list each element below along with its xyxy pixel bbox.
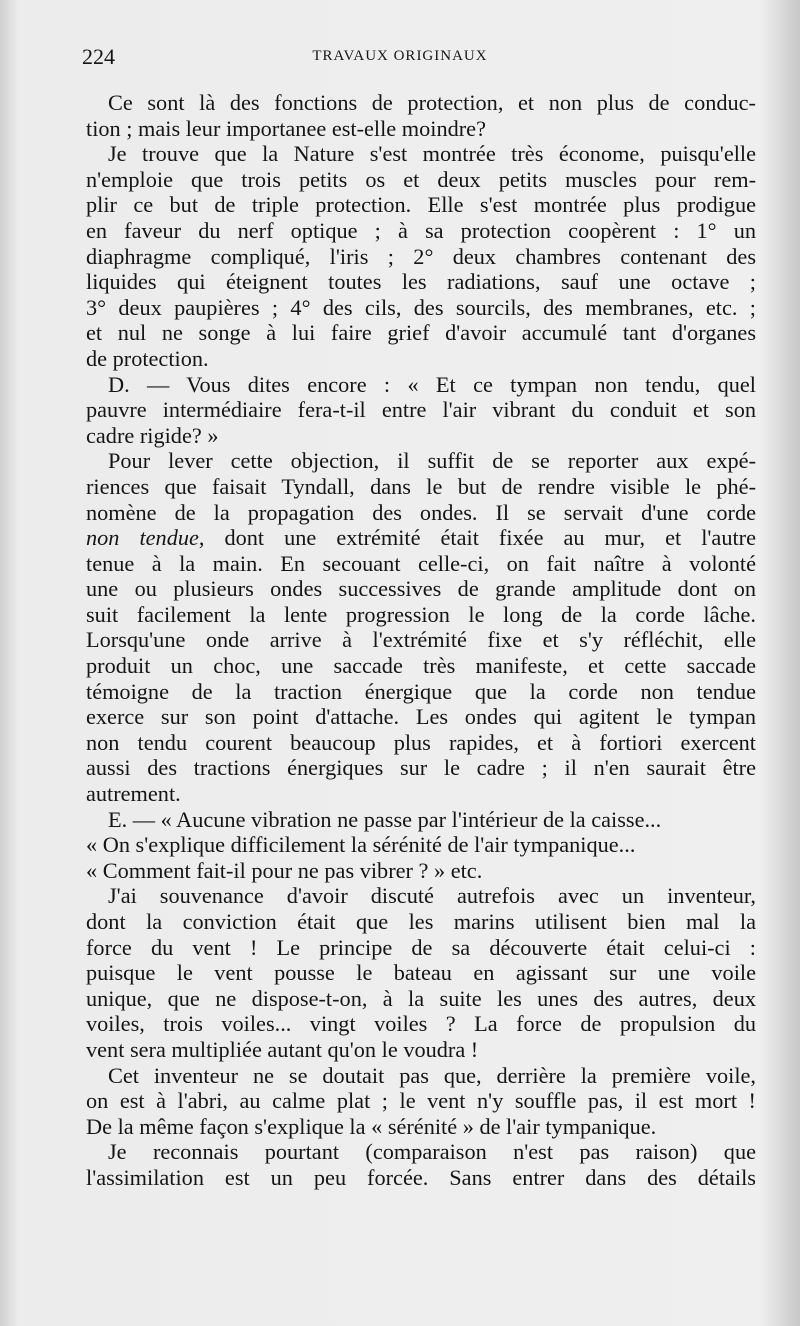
text-line: autrement. (86, 781, 181, 807)
text-line: l'assimilation est un peu forcée. Sans entrer dans des détails (86, 1164, 756, 1190)
line-remainder: , dont une extrémité était fixée au mur, et l'autre (198, 525, 756, 551)
text-line: dont la conviction était que les marins utilisent bien mal la (86, 909, 756, 934)
text-line: aussi des tractions énergiques sur le cadre ; il n'en saurait être (86, 755, 756, 781)
body-text (86, 90, 756, 1191)
text-line: E. — « Aucune vibration ne passe par l'intérieur de la caisse... (108, 806, 662, 832)
text-line: de protection. (86, 345, 209, 371)
text-line: riences que faisait Tyndall, dans le but de rendre visible le phé- (86, 473, 756, 499)
italic-phrase: non tendue (86, 525, 199, 551)
text-line: Cet inventeur ne se doutait pas que, derrière la première voile, (108, 1062, 756, 1088)
text-line: vent sera multipliée autant qu'on le voudra ! (86, 1036, 479, 1062)
text-line: Je reconnais pourtant (comparaison n'est pas raison) que (108, 1139, 756, 1165)
text-line: non tendu courent beaucoup plus rapides, et à fortiori exercent (86, 729, 756, 755)
text-line: cadre rigide? » (86, 422, 219, 448)
text-line: n'emploie que trois petits os et deux petits muscles pour rem- (86, 166, 756, 192)
text-line: voiles, trois voiles... vingt voiles ? La force de propulsion du (86, 1011, 756, 1037)
text-line: pauvre intermédiaire fera-t-il entre l'air vibrant du conduit et son (86, 397, 756, 423)
text-line: tion ; mais leur importanee est-elle moindre? (86, 115, 486, 141)
text-line: force du vent ! Le principe de sa découverte était celui-ci : (86, 934, 756, 960)
text-line: en faveur du nerf optique ; à sa protection coopèrent : 1° un (86, 217, 756, 243)
text-line: tenue à la main. En secouant celle-ci, on fait naître à volonté (86, 550, 756, 576)
text-line: 3° deux paupières ; 4° des cils, des sourcils, des membranes, etc. ; (86, 294, 756, 320)
text-line: plir ce but de triple protection. Elle s'est montrée plus prodigue (86, 192, 756, 218)
text-line: puisque le vent pousse le bateau en agissant sur une voile (86, 960, 756, 986)
text-line: « On s'explique difficilement la sérénité de l'air tympanique... (86, 832, 636, 858)
page-header (0, 44, 800, 74)
text-line: De la même façon s'explique la « sérénité » de l'air tympanique. (86, 1113, 657, 1139)
text-line: témoigne de la traction énergique que la corde non tendue (86, 678, 756, 704)
text-line: D. — Vous dites encore : « Et ce tympan non tendu, quel (108, 371, 756, 397)
text-line: diaphragme compliqué, l'iris ; 2° deux chambres contenant des (86, 243, 756, 269)
text-line: exerce sur son point d'attache. Les ondes qui agitent le tympan (86, 704, 756, 730)
text-line: unique, que ne dispose-t-on, à la suite les unes des autres, deux (86, 985, 756, 1011)
text-line: nomène de la propagation des ondes. Il se servait d'une corde (86, 499, 756, 525)
text-line: J'ai souvenance d'avoir discuté autrefois avec un inventeur, (108, 883, 756, 909)
text-line: une ou plusieurs ondes successives de grande amplitude dont on (86, 576, 756, 602)
text-line: liquides qui éteignent toutes les radiations, sauf une octave ; (86, 269, 756, 295)
text-line: Je trouve que la Nature s'est montrée très économe, puisqu'elle (108, 141, 756, 167)
text-line: produit un choc, une saccade très manifeste, et cette saccade (86, 653, 756, 679)
text-line: Ce sont là des fonctions de protection, et non plus de conduc- (108, 90, 756, 115)
text-line: suit facilement la lente progression le long de la corde lâche. (86, 601, 756, 627)
text-line: Pour lever cette objection, il suffit de se reporter aux expé- (108, 448, 756, 474)
page-number: 224 (82, 44, 115, 69)
text-line: Lorsqu'une onde arrive à l'extrémité fixe et s'y réfléchit, elle (86, 627, 756, 653)
text-line (86, 525, 756, 551)
running-head: TRAVAUX ORIGINAUX (312, 48, 488, 64)
text-line: on est à l'abri, au calme plat ; le vent n'y souffle pas, il est mort ! (86, 1088, 756, 1114)
text-line: « Comment fait-il pour ne pas vibrer ? » etc. (86, 857, 483, 883)
text-line: et nul ne songe à lui faire grief d'avoir accumulé tant d'organes (86, 320, 756, 346)
